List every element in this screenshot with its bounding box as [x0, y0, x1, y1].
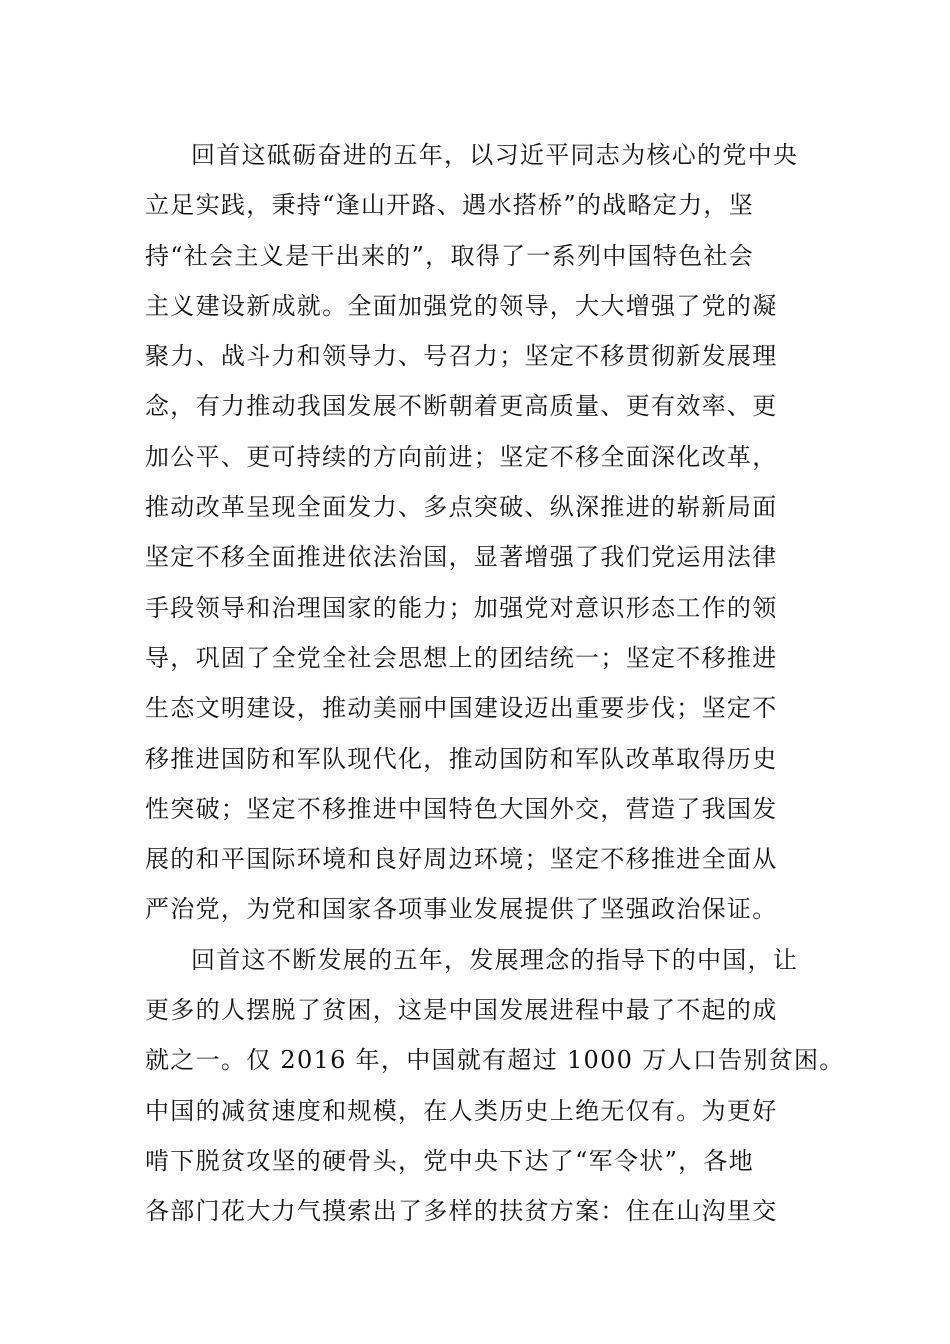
paragraph-line: 啃下脱贫攻坚的硬骨头，党中央下达了“军令状”，各地 — [145, 1146, 755, 1175]
paragraph-line: 展的和平国际环境和良好周边环境；坚定不移推进全面从 — [145, 845, 778, 874]
paragraph-line: 导，巩固了全党全社会思想上的团结统一；坚定不移推进 — [145, 643, 778, 672]
paragraph-line: 回首这砥砺奋进的五年，以习近平同志为核心的党中央 — [191, 141, 799, 169]
document-body — [145, 130, 845, 1237]
paragraph-line: 回首这不断发展的五年，发展理念的指导下的中国，让 — [191, 945, 799, 974]
paragraph-line: 加公平、更可持续的方向前进；坚定不移全面深化改革， — [145, 442, 778, 471]
paragraph-line: 各部门花大力气摸索出了多样的扶贫方案：住在山沟里交 — [145, 1197, 778, 1226]
paragraph-line: 移推进国防和军队现代化，推动国防和军队改革取得历史 — [145, 744, 778, 773]
paragraph-line: 中国的减贫速度和规模，在人类历史上绝无仅有。为更好 — [145, 1096, 778, 1125]
paragraph-line: 主义建设新成就。全面加强党的领导，大大增强了党的凝 — [145, 291, 778, 320]
paragraph-line: 念，有力推动我国发展不断朝着更高质量、更有效率、更 — [145, 392, 778, 421]
paragraph-line: 就之一。仅 2016 年，中国就有超过 1000 万人口告别贫困。 — [145, 1046, 845, 1075]
paragraph-line: 性突破；坚定不移推进中国特色大国外交，营造了我国发 — [145, 794, 778, 823]
paragraph-five-years-achievements — [145, 130, 845, 935]
paragraph-line: 坚定不移全面推进依法治国，显著增强了我们党运用法律 — [145, 543, 778, 572]
paragraph-line: 推动改革呈现全面发力、多点突破、纵深推进的崭新局面 — [145, 493, 778, 522]
paragraph-line: 立足实践，秉持“逢山开路、遇水搭桥”的战略定力，坚 — [145, 191, 755, 220]
paragraph-line: 持“社会主义是干出来的”，取得了一系列中国特色社会 — [145, 241, 755, 270]
paragraph-line: 更多的人摆脱了贫困，这是中国发展进程中最了不起的成 — [145, 996, 778, 1025]
paragraph-line: 生态文明建设，推动美丽中国建设迈出重要步伐；坚定不 — [145, 694, 778, 723]
paragraph-line: 严治党，为党和国家各项事业发展提供了坚强政治保证。 — [145, 895, 778, 924]
paragraph-poverty-alleviation — [145, 935, 845, 1237]
paragraph-line: 聚力、战斗力和领导力、号召力；坚定不移贯彻新发展理 — [145, 342, 778, 371]
paragraph-line: 手段领导和治理国家的能力；加强党对意识形态工作的领 — [145, 593, 778, 622]
